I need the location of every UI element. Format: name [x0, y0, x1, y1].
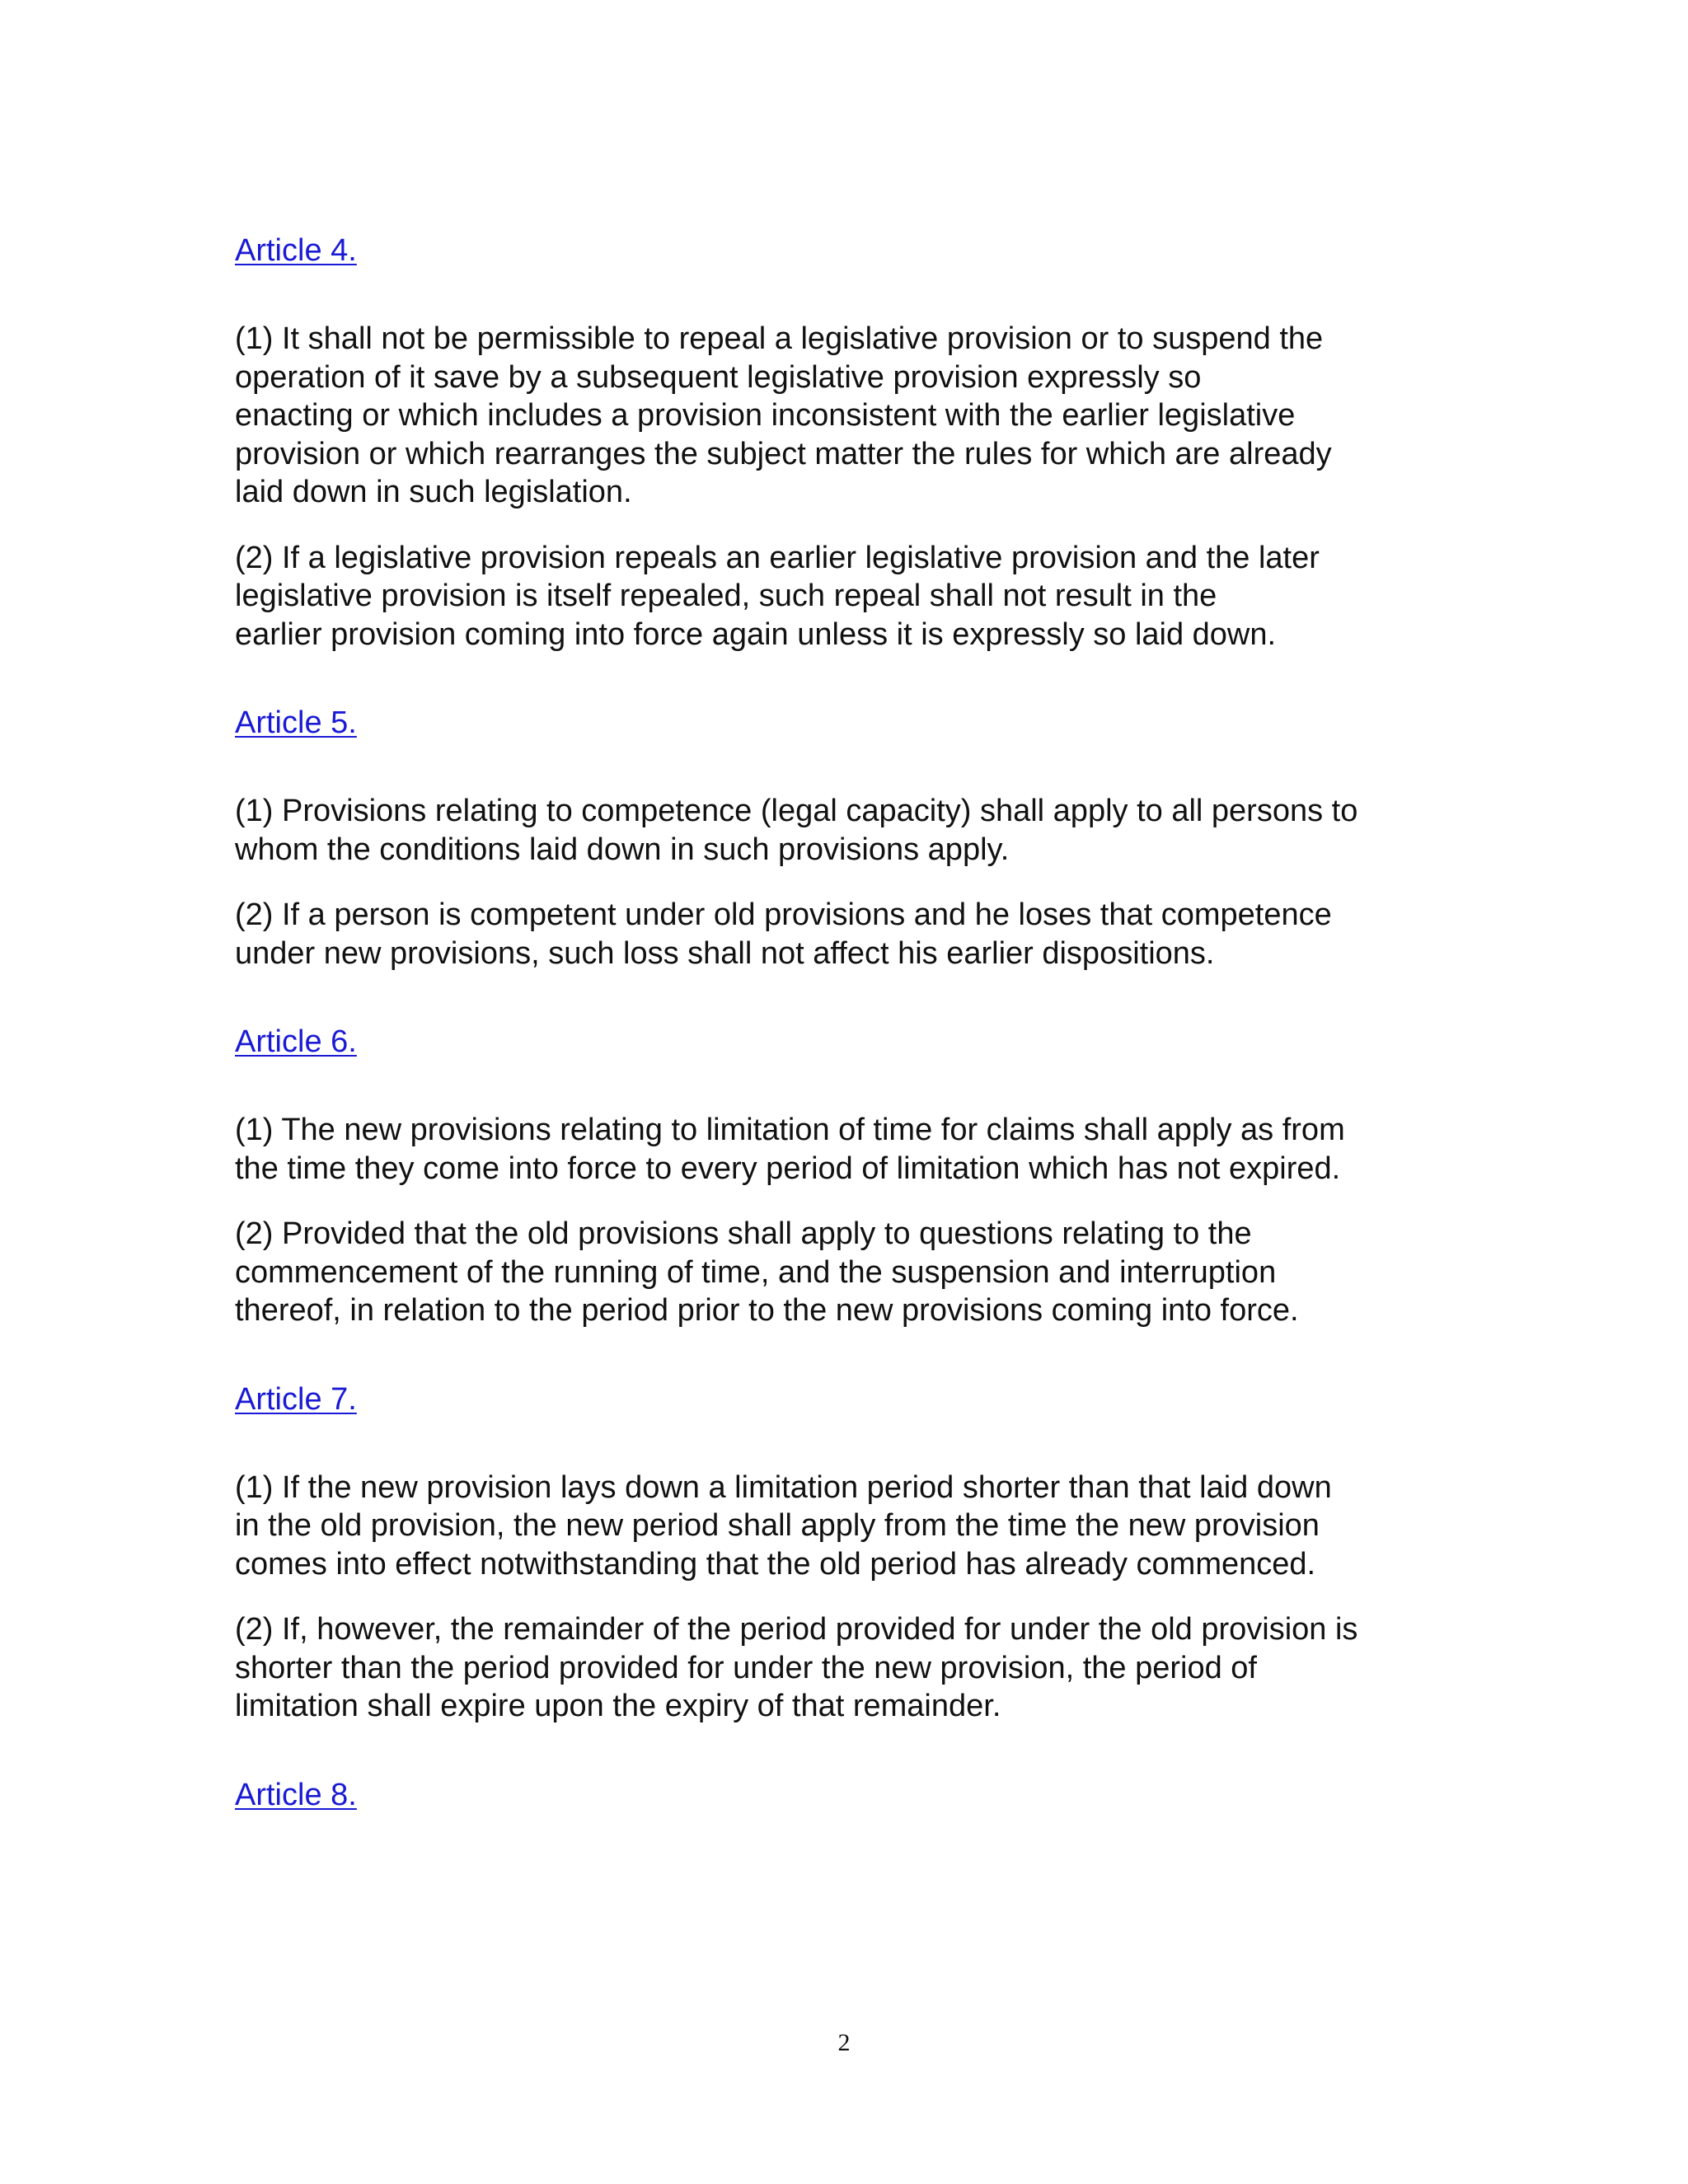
paragraph-line: earlier provision coming into force again unless it is expressly so laid down. — [235, 616, 1277, 652]
article-heading-link[interactable]: Article 7. — [235, 1381, 357, 1417]
paragraph-line: (2) If, however, the remainder of the period provided for under the old provision is — [235, 1612, 1358, 1647]
article-section — [235, 1380, 1471, 1726]
article-section — [235, 1775, 1471, 1815]
paragraph-line: provision or which rearranges the subject matter the rules for which are already — [235, 436, 1332, 471]
article-heading-row — [235, 1022, 1471, 1062]
paragraph-line: enacting or which includes a provision inconsistent with the earlier legislative — [235, 398, 1296, 433]
article-paragraph — [235, 1469, 1471, 1584]
article-paragraph — [235, 1215, 1471, 1330]
article-paragraph — [235, 539, 1471, 654]
article-heading-row — [235, 703, 1471, 743]
paragraph-line: commencement of the running of time, and the suspension and interruption — [235, 1254, 1277, 1290]
paragraph-line: limitation shall expire upon the expiry of that remainder. — [235, 1689, 1001, 1723]
article-paragraph — [235, 1610, 1471, 1726]
paragraph-line: (1) The new provisions relating to limitation of time for claims shall apply as from — [235, 1113, 1345, 1147]
article-heading-link[interactable]: Article 8. — [235, 1777, 357, 1812]
paragraph-line: (2) If a person is competent under old provisions and he loses that competence — [235, 898, 1332, 932]
article-section — [235, 231, 1471, 654]
paragraph-line: under new provisions, such loss shall not affect his earlier dispositions. — [235, 935, 1215, 971]
article-paragraph — [235, 1111, 1471, 1188]
paragraph-line: comes into effect notwithstanding that the old period has already commenced. — [235, 1546, 1316, 1582]
paragraph-line: shorter than the period provided for under the new provision, the period of — [235, 1650, 1257, 1685]
article-heading-link[interactable]: Article 5. — [235, 705, 357, 740]
paragraph-line: (1) It shall not be permissible to repeal a legislative provision or to suspend the — [235, 321, 1324, 356]
article-heading-row — [235, 1775, 1471, 1815]
document-body — [235, 231, 1471, 1864]
article-heading-row — [235, 1380, 1471, 1419]
paragraph-line: operation of it save by a subsequent legislative provision expressly so — [235, 359, 1202, 395]
article-heading-link[interactable]: Article 6. — [235, 1024, 357, 1059]
article-paragraph — [235, 896, 1471, 972]
paragraph-line: (1) Provisions relating to competence (legal capacity) shall apply to all persons to — [235, 794, 1358, 828]
article-heading-row — [235, 231, 1471, 270]
page-number: 2 — [837, 2029, 851, 2056]
paragraph-line: (2) If a legislative provision repeals an earlier legislative provision and the later — [235, 540, 1320, 575]
article-paragraph — [235, 792, 1471, 869]
paragraph-line: the time they come into force to every period of limitation which has not expired. — [235, 1151, 1341, 1186]
article-paragraph — [235, 320, 1471, 512]
paragraph-line: whom the conditions laid down in such provisions apply. — [235, 832, 1010, 867]
paragraph-line: (2) Provided that the old provisions shall apply to questions relating to the — [235, 1216, 1252, 1251]
article-section — [235, 1022, 1471, 1330]
paragraph-line: legislative provision is itself repealed, such repeal shall not result in the — [235, 579, 1217, 613]
paragraph-line: laid down in such legislation. — [235, 475, 632, 509]
paragraph-line: in the old provision, the new period shall apply from the time the new provision — [235, 1508, 1320, 1543]
article-section — [235, 703, 1471, 972]
article-heading-link[interactable]: Article 4. — [235, 233, 357, 268]
paragraph-line: thereof, in relation to the period prior to the new provisions coming into force. — [235, 1293, 1299, 1328]
paragraph-line: (1) If the new provision lays down a limitation period shorter than that laid down — [235, 1469, 1332, 1505]
